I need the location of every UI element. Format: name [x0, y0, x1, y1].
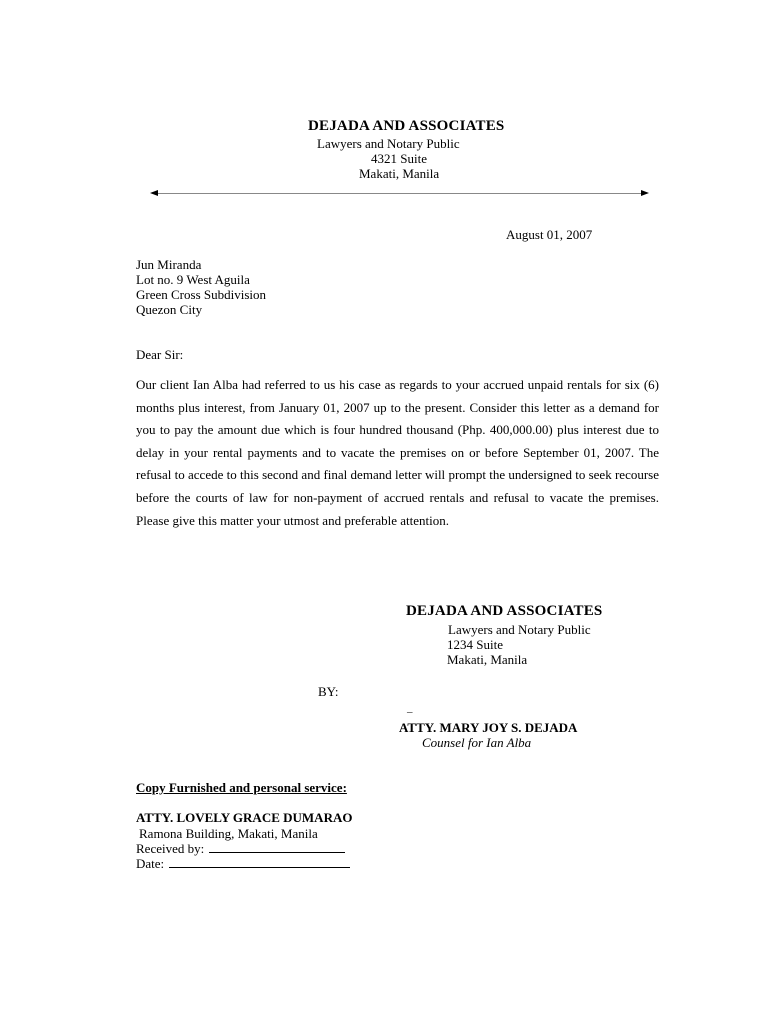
- signature-city: Makati, Manila: [447, 652, 528, 667]
- signer-name: ATTY. MARY JOY S. DEJADA: [399, 720, 578, 735]
- divider-line: [158, 193, 641, 194]
- received-by-blank-line: [209, 841, 345, 853]
- copy-furnished-address: Ramona Building, Makati, Manila: [139, 826, 318, 841]
- recipient-address-line3: Quezon City: [136, 302, 203, 317]
- arrow-left-icon: [150, 190, 158, 196]
- signature-dash: _: [407, 702, 413, 714]
- arrow-right-icon: [641, 190, 649, 196]
- by-label: BY:: [318, 684, 339, 699]
- letterhead-firm-name: DEJADA AND ASSOCIATES: [308, 118, 505, 134]
- copy-furnished-name: ATTY. LOVELY GRACE DUMARAO: [136, 810, 353, 825]
- signature-firm-name: DEJADA AND ASSOCIATES: [406, 603, 603, 619]
- recipient-name: Jun Miranda: [136, 257, 202, 272]
- date-blank-line: [169, 856, 350, 868]
- signature-suite: 1234 Suite: [447, 637, 503, 652]
- letterhead-city: Makati, Manila: [359, 166, 440, 181]
- recipient-address-line1: Lot no. 9 West Aguila: [136, 272, 250, 287]
- recipient-address-line2: Green Cross Subdivision: [136, 287, 266, 302]
- received-by-label: Received by:: [136, 841, 205, 856]
- letterhead-subtitle: Lawyers and Notary Public: [317, 136, 460, 151]
- copy-furnished-heading: Copy Furnished and personal service:: [136, 780, 347, 795]
- received-by-row: [136, 841, 345, 856]
- letter-date: August 01, 2007: [506, 227, 593, 242]
- date-row: [136, 856, 350, 871]
- signer-role: Counsel for Ian Alba: [422, 735, 532, 750]
- signature-subtitle: Lawyers and Notary Public: [448, 622, 591, 637]
- letterhead-divider: [150, 193, 649, 195]
- letter-body: Our client Ian Alba had referred to us his case as regards to your accrued unpaid rentals for six (6) months plus interest, from January 01, 2007 up to the present. Consider this letter as a demand for you to pay the amount due which is four hundred thousand (Php. 400,000.00) plus interest due to delay in your rental payments and to vacate the premises on or before September 01, 2007. The refusal to accede to this second and final demand letter will prompt the undersigned to seek recourse before the courts of law for non-payment of accrued rentals and refusal to vacate the premises. Please give this matter your utmost and preferable attention.: [136, 377, 659, 528]
- letterhead-suite: 4321 Suite: [371, 151, 427, 166]
- salutation: Dear Sir:: [136, 347, 184, 362]
- date-label: Date:: [136, 856, 165, 871]
